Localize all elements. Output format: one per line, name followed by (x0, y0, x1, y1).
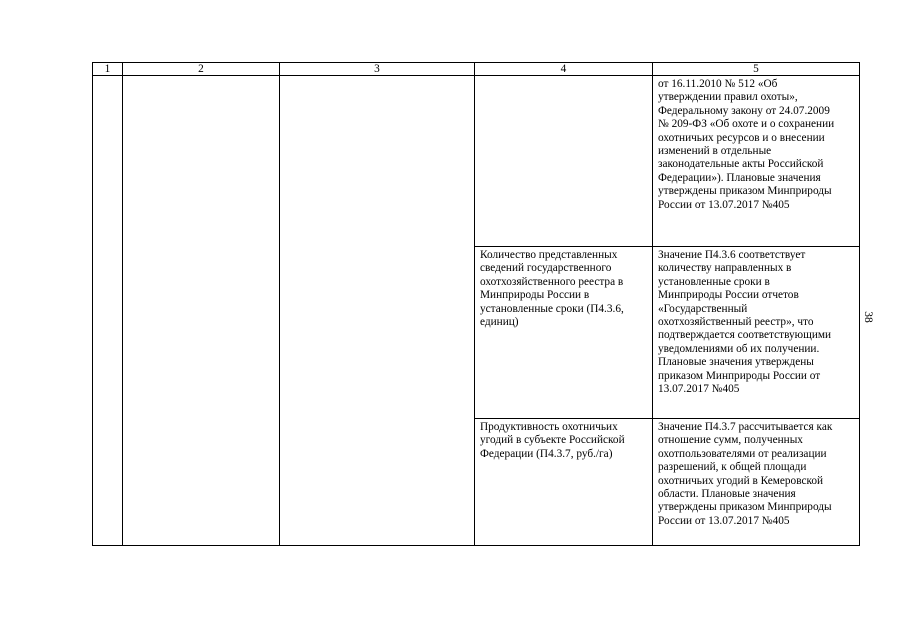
description-cell: от 16.11.2010 № 512 «Об утверждении правил охоты», Федеральному закону от 24.07.2009 № 209-ФЗ «Об охоте и о сохранении охотничьих ресурсов и о внесении изменений в отдельные законодательные акты Российской Федерации»). Плановые значения утверждены приказом Минприроды России от 13.07.2017 №405 (653, 76, 860, 247)
column-header-1: 1 (93, 63, 123, 76)
column-header-3: 3 (280, 63, 475, 76)
cell-col-3 (280, 76, 475, 546)
indicator-cell: Количество представленных сведений государственного охотхозяйственного реестра в Минприроды России в установленные сроки (П4.3.6, единиц) (475, 247, 653, 419)
page-number: 38 (861, 311, 874, 323)
table-header-row (93, 63, 860, 76)
table-row (93, 76, 860, 247)
description-cell: Значение П4.3.6 соответствует количеству направленных в установленные сроки в Минприроды России отчетов «Государственный охотхозяйственный реестр», что подтверждается соответствующими уведомлениями об их получении. Плановые значения утверждены приказом Минприроды России от 13.07.2017 №405 (653, 247, 860, 419)
document-table (92, 62, 860, 546)
column-header-4: 4 (475, 63, 653, 76)
indicator-cell (475, 76, 653, 247)
column-header-2: 2 (123, 63, 280, 76)
cell-col-2 (123, 76, 280, 546)
cell-col-1 (93, 76, 123, 546)
description-cell: Значение П4.3.7 рассчитывается как отношение сумм, полученных охотпользователями от реализации разрешений, к общей площади охотничьих угодий в Кемеровской области. Плановые значения утверждены приказом Минприроды России от 13.07.2017 №405 (653, 419, 860, 546)
column-header-5: 5 (653, 63, 860, 76)
indicator-cell: Продуктивность охотничьих угодий в субъекте Российской Федерации (П4.3.7, руб./га) (475, 419, 653, 546)
